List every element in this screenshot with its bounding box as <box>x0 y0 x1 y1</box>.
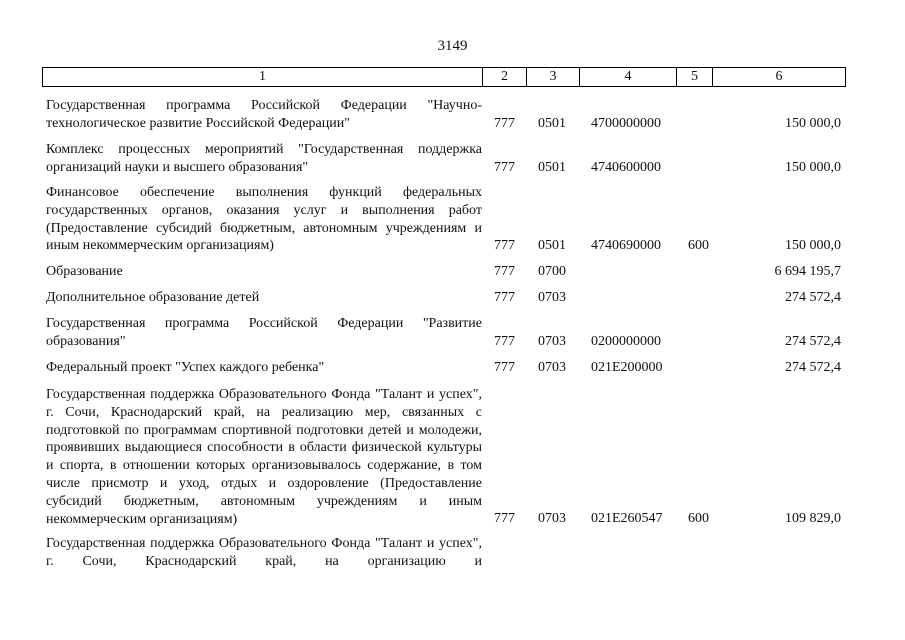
row-description: Государственная программа Российской Федерации "Научно-технологическое развитие Российской Федерации" <box>46 98 482 131</box>
table-row <box>42 289 845 307</box>
row-code-target: 021Е200000 <box>591 360 663 375</box>
row-code-admin: 777 <box>494 360 515 375</box>
table-row <box>42 263 845 281</box>
row-code-admin: 777 <box>494 116 515 131</box>
row-code-section: 0501 <box>538 238 566 253</box>
row-amount: 6 694 195,7 <box>774 264 841 279</box>
row-description: Финансовое обеспечение выполнения функций федеральных государственных органов, оказания услуг и выполнения работ (Предоставление субсидий бюджетным, автономным учреждениям и иным некоммерческим организациям) <box>46 185 482 254</box>
table-row <box>42 386 845 530</box>
row-code-section: 0703 <box>538 334 566 349</box>
row-code-target: 021Е260547 <box>591 511 663 526</box>
row-code-section: 0501 <box>538 160 566 175</box>
column-header-4: 4 <box>580 68 677 87</box>
row-description: Государственная поддержка Образовательного Фонда "Талант и успех", г. Сочи, Краснодарский край, на организацию и <box>46 536 482 569</box>
column-header-6: 6 <box>713 68 846 87</box>
row-code-admin: 777 <box>494 238 515 253</box>
row-amount: 274 572,4 <box>785 360 841 375</box>
row-code-section: 0700 <box>538 264 566 279</box>
row-code-expense-type: 600 <box>688 238 709 253</box>
row-code-section: 0501 <box>538 116 566 131</box>
row-code-target: 4700000000 <box>591 116 661 131</box>
row-amount: 150 000,0 <box>785 116 841 131</box>
column-header-2: 2 <box>483 68 527 87</box>
table-row <box>42 97 845 133</box>
row-code-section: 0703 <box>538 360 566 375</box>
row-amount: 274 572,4 <box>785 334 841 349</box>
row-description: Комплекс процессных мероприятий "Государственная поддержка организаций науки и высшего образования" <box>46 142 482 175</box>
row-description: Государственная поддержка Образовательного Фонда "Талант и успех", г. Сочи, Краснодарский край, на реализацию мер, связанных с подготовкой по программам спортивной подготовки детей и молодежи, проявивших выдающиеся способности в области физической культуры и спорта, в отношении которых организовывалось содержание, в том числе присмотр и уход, отдых и оздоровление (Предоставление субсидий бюджетным, автономным учреждениям и иным некоммерческим организациям) <box>46 387 482 527</box>
column-header-row <box>43 68 846 87</box>
row-code-target: 0200000000 <box>591 334 661 349</box>
row-description: Образование <box>46 264 123 279</box>
row-code-target: 4740600000 <box>591 160 661 175</box>
row-amount: 150 000,0 <box>785 238 841 253</box>
row-amount: 150 000,0 <box>785 160 841 175</box>
row-code-expense-type: 600 <box>688 511 709 526</box>
row-code-admin: 777 <box>494 511 515 526</box>
table-row <box>42 184 845 256</box>
row-code-admin: 777 <box>494 264 515 279</box>
table-row <box>42 535 845 571</box>
row-description: Дополнительное образование детей <box>46 290 260 305</box>
row-amount: 274 572,4 <box>785 290 841 305</box>
table-row <box>42 359 845 377</box>
column-header-3: 3 <box>527 68 580 87</box>
row-code-admin: 777 <box>494 160 515 175</box>
row-code-target: 4740690000 <box>591 238 661 253</box>
row-code-section: 0703 <box>538 290 566 305</box>
row-code-admin: 777 <box>494 290 515 305</box>
row-description: Федеральный проект "Успех каждого ребенка" <box>46 360 325 375</box>
table-row <box>42 141 845 177</box>
column-header-table <box>42 67 846 87</box>
page-number: 3149 <box>437 38 468 54</box>
row-code-section: 0703 <box>538 511 566 526</box>
row-description: Государственная программа Российской Федерации "Развитие образования" <box>46 316 482 349</box>
row-amount: 109 829,0 <box>785 511 841 526</box>
column-header-5: 5 <box>677 68 713 87</box>
column-header-1: 1 <box>43 68 483 87</box>
row-code-admin: 777 <box>494 334 515 349</box>
table-row <box>42 315 845 351</box>
